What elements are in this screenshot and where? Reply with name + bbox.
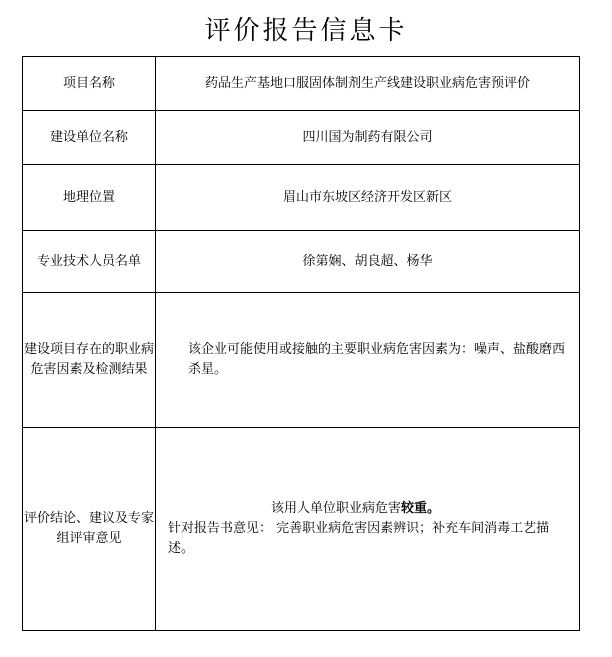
conclusion-value-cell [156, 428, 580, 631]
unit-name-value: 四川国为制药有限公司 [156, 111, 580, 165]
conclusion-severity: 较重。 [401, 501, 441, 516]
staff-value: 徐第娴、胡良超、杨华 [156, 231, 580, 293]
conclusion-label: 评价结论、建议及专家组评审意见 [23, 428, 156, 631]
hazards-value: 该企业可能使用或接触的主要职业病危害因素为：噪声、盐酸磨西杀星。 [188, 342, 566, 377]
hazards-value-cell [156, 293, 580, 428]
staff-label: 专业技术人员名单 [23, 231, 156, 293]
location-label: 地理位置 [23, 165, 156, 231]
conclusion-line1 [168, 499, 573, 519]
location-value: 眉山市东坡区经济开发区新区 [156, 165, 580, 231]
info-card-table [22, 56, 580, 631]
conclusion-value [156, 499, 579, 559]
table-row [23, 165, 580, 231]
table-row [23, 428, 580, 631]
project-name-value: 药品生产基地口服固体制剂生产线建设职业病危害预评价 [156, 57, 580, 111]
unit-name-label: 建设单位名称 [23, 111, 156, 165]
hazards-label: 建设项目存在的职业病危害因素及检测结果 [23, 293, 156, 428]
table-row [23, 231, 580, 293]
conclusion-line1-text: 该用人单位职业病危害 [270, 501, 401, 516]
table-row [23, 293, 580, 428]
project-name-label: 项目名称 [23, 57, 156, 111]
page-title: 评价报告信息卡 [204, 16, 408, 46]
table-row [23, 111, 580, 165]
conclusion-line2: 针对报告书意见： 完善职业病危害因素辨识；补充车间消毒工艺描述。 [168, 521, 550, 556]
table-row [23, 57, 580, 111]
